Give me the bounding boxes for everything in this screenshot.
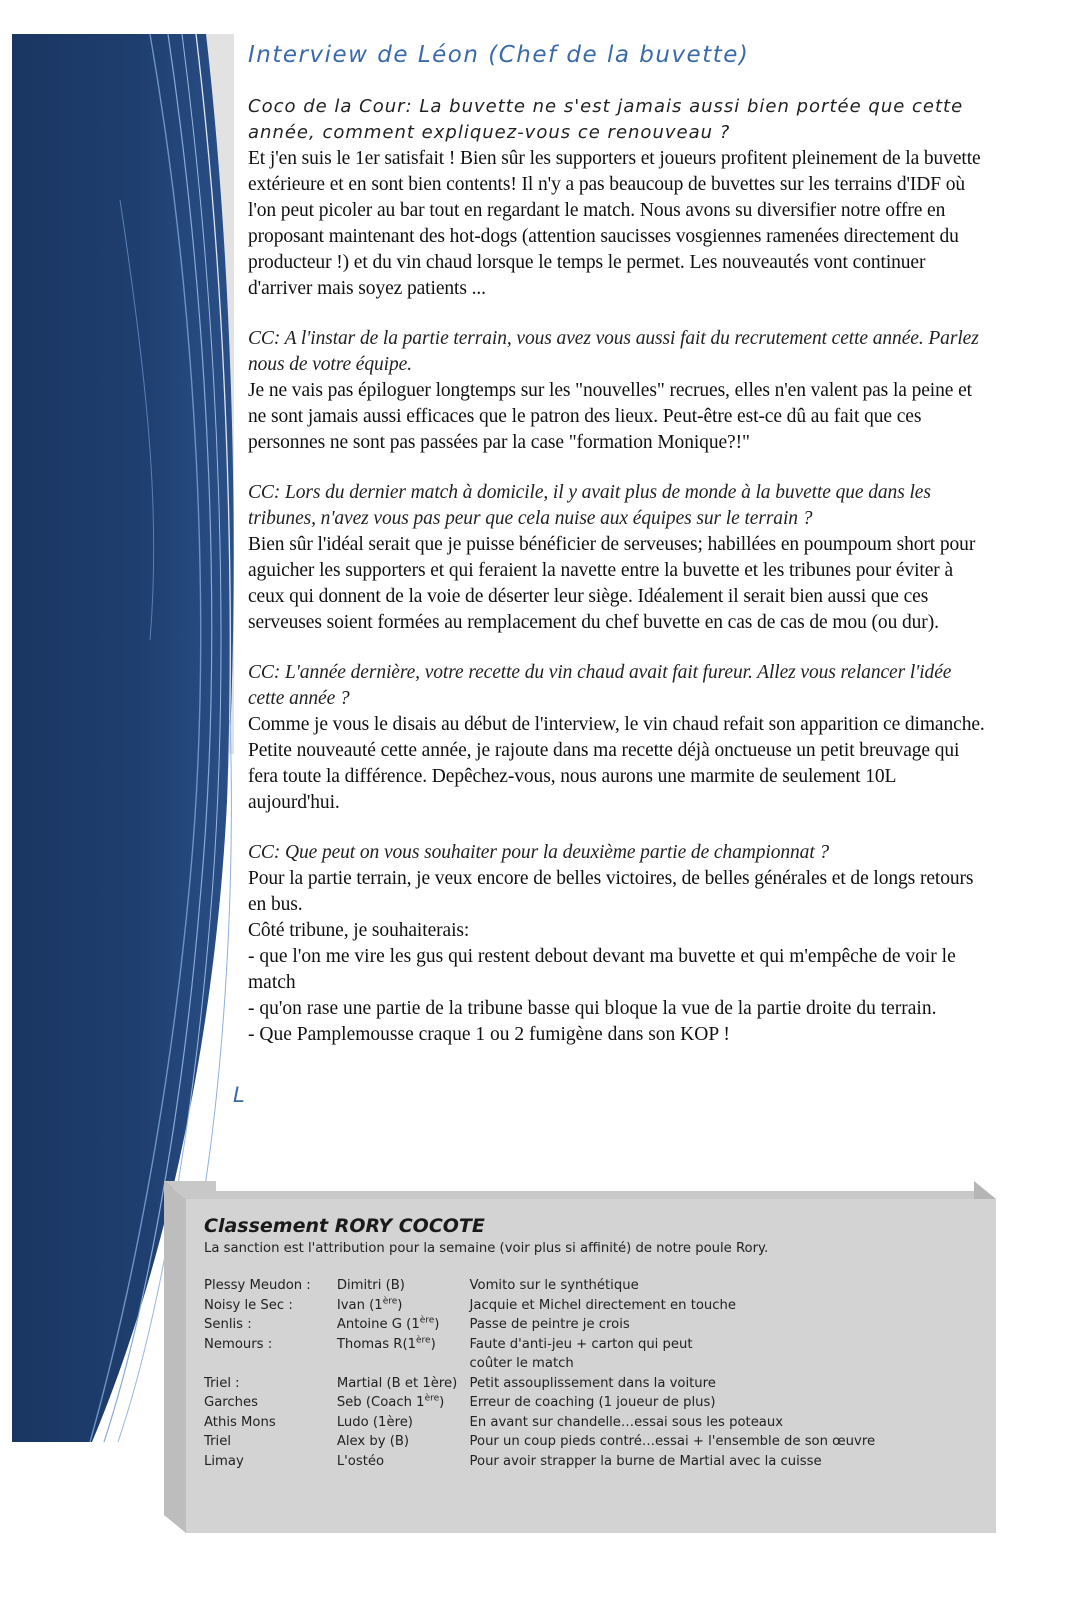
question-4: CC: L'année dernière, votre recette du vin chaud avait fait fureur. Allez vous relancer l'idée cette année ? <box>248 662 952 709</box>
ranking-row <box>204 1452 924 1472</box>
wish-item: - qu'on rase une partie de la tribune basse qui bloque la vue de la partie droite du terrain. <box>248 998 937 1019</box>
qa-block-2 <box>248 326 988 456</box>
ranking-row <box>204 1276 924 1296</box>
ranking-player: L'ostéo <box>336 1453 385 1469</box>
ranking-team <box>204 1354 337 1374</box>
ranking-subtitle: La sanction est l'attribution pour la semaine (voir plus si affinité) de notre poule Rory. <box>204 1241 769 1256</box>
ranking-team: Senlis : <box>204 1317 252 1332</box>
answer-3: Bien sûr l'idéal serait que je puisse bénéficier de serveuses; habillées en poumpoum short pour aguicher les supporters et qui feraient la navette entre la buvette et les tribunes pour éviter à ceux qui donnent de la voie de déserter leur siège. Idéalement il serait bien aussi que ces serveuses soient formées au remplacement du chef buvette en cas de cas de mou (ou dur). <box>248 534 976 633</box>
ranking-team: Triel <box>204 1434 231 1449</box>
ranking-player: Thomas R(1ère) <box>336 1335 436 1352</box>
article-title: Interview de Léon (Chef de la buvette) <box>248 42 750 68</box>
ranking-reason: Jacquie et Michel directement en touche <box>469 1297 737 1313</box>
wish-item: - que l'on me vire les gus qui restent debout devant ma buvette et qui m'empêche de voir le match <box>248 946 956 993</box>
ranking-reason: Pour avoir strapper la burne de Martial avec la cuisse <box>469 1453 822 1469</box>
ranking-player: Dimitri (B) <box>336 1278 405 1293</box>
ranking-player: Seb (Coach 1ère) <box>336 1393 445 1410</box>
question-5: CC: Que peut on vous souhaiter pour la deuxième partie de championnat ? <box>248 842 830 863</box>
ranking-row <box>204 1374 924 1394</box>
ranking-reason: En avant sur chandelle…essai sous les poteaux <box>469 1414 784 1430</box>
ranking-row <box>204 1296 924 1316</box>
ranking-team: Noisy le Sec : <box>204 1297 293 1313</box>
question-3: CC: Lors du dernier match à domicile, il y avait plus de monde à la buvette que dans les tribunes, n'avez vous pas peur que cela nuise aux équipes sur le terrain ? <box>248 482 931 529</box>
ranking-row <box>204 1315 924 1335</box>
ranking-player-superscript: ère <box>424 1393 440 1404</box>
ranking-row <box>204 1354 924 1374</box>
answer-1: Et j'en suis le 1er satisfait ! Bien sûr les supporters et joueurs profitent pleinement de la buvette extérieure et en sont bien contents! Il n'y a pas beaucoup de buvettes sur les terrains d'IDF où l'on peut picoler au bar tout en regardant le match. Nous avons su diversifier notre offre en proposant maintenant des hot-dogs (attention saucisses vosgiennes ramenées directement du producteur !) et du vin chaud lorsque le temps le permet. Les nouveautés vont continuer d'arriver mais soyez patients ... <box>248 148 981 299</box>
ranking-row <box>204 1335 924 1355</box>
box-shadow-left <box>164 1181 186 1533</box>
answer-4: Comme je vous le disais au début de l'interview, le vin chaud refait son apparition ce dimanche. Petite nouveauté cette année, je rajoute dans ma recette déjà onctueuse un petit breuvage qui fera toute la différence. Depêchez-vous, nous aurons une marmite de seulement 10L aujourd'hui. <box>248 714 985 813</box>
ranking-player: Alex by (B) <box>336 1434 410 1449</box>
qa-block-5 <box>248 840 988 1048</box>
ranking-player <box>337 1354 470 1374</box>
ranking-title: Classement RORY COCOTE <box>204 1215 485 1237</box>
ranking-reason: Erreur de coaching (1 joueur de plus) <box>469 1395 716 1410</box>
ranking-player: Ivan (1ère) <box>336 1296 403 1313</box>
ranking-team: Limay <box>204 1453 244 1469</box>
box-top-white-gap <box>216 1181 974 1191</box>
ranking-player-superscript: ère <box>419 1315 435 1326</box>
ranking-team: Athis Mons <box>204 1414 276 1430</box>
question-2: CC: A l'instar de la partie terrain, vous avez vous aussi fait du recrutement cette année. Parlez nous de votre équipe. <box>248 328 979 375</box>
ranking-team: Garches <box>204 1395 259 1410</box>
answer-5-intro: Pour la partie terrain, je veux encore de belles victoires, de belles générales et de longs retours en bus. <box>248 868 974 915</box>
ranking-player: Antoine G (1ère) <box>336 1315 440 1332</box>
qa-block-1 <box>248 94 988 302</box>
ranking-team: Plessy Meudon : <box>204 1278 311 1293</box>
ranking-row <box>204 1432 924 1452</box>
article <box>248 42 988 1072</box>
ranking-reason: Vomito sur le synthétique <box>469 1278 639 1293</box>
ranking-row <box>204 1393 924 1413</box>
wish-item: - Que Pamplemousse craque 1 ou 2 fumigène dans son KOP ! <box>248 1024 730 1045</box>
ranking-reason: Pour un coup pieds contré…essai + l'ensemble de son œuvre <box>469 1434 876 1449</box>
ranking-row <box>204 1413 924 1433</box>
ranking-box <box>164 1181 1000 1533</box>
question-1: Coco de la Cour: La buvette ne s'est jamais aussi bien portée que cette année, comment expliquez-vous ce renouveau ? <box>248 96 964 143</box>
ranking-player: Ludo (1ère) <box>336 1414 413 1430</box>
ranking-player: Martial (B et 1ère) <box>336 1375 458 1391</box>
ranking-team: Triel : <box>204 1375 240 1391</box>
ranking-player-superscript: ère <box>382 1296 398 1307</box>
qa-block-4 <box>248 660 988 816</box>
ranking-table <box>204 1276 924 1471</box>
ranking-team: Nemours : <box>204 1336 273 1352</box>
ranking-player-superscript: ère <box>415 1335 431 1346</box>
ranking-content <box>204 1215 924 1471</box>
ranking-reason: coûter le match <box>469 1356 574 1371</box>
box-shadow-right <box>974 1181 996 1199</box>
ranking-reason: Petit assouplissement dans la voiture <box>469 1375 716 1391</box>
ranking-reason: Passe de peintre je crois <box>469 1317 630 1332</box>
answer-2: Je ne vais pas épiloguer longtemps sur les "nouvelles" recrues, elles n'en valent pas la peine et ne sont jamais aussi efficaces que le patron des lieux. Peut-être est-ce dû au fait que ces personnes ne sont pas passées par la case "formation Monique?!" <box>248 380 972 453</box>
answer-5-tribune: Côté tribune, je souhaiterais: <box>248 920 470 941</box>
ranking-reason: Faute d'anti-jeu + carton qui peut <box>469 1336 693 1352</box>
qa-block-3 <box>248 480 988 636</box>
margin-mark: L <box>233 1083 245 1107</box>
